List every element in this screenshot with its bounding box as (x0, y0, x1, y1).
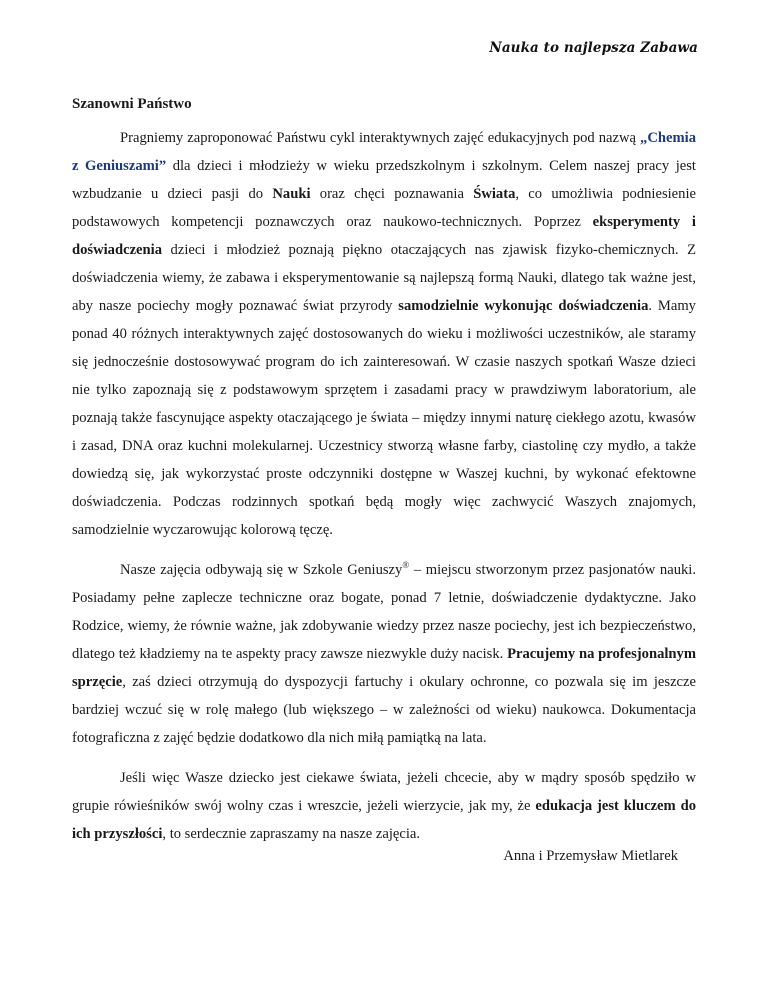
paragraph-1 (72, 124, 696, 544)
p1-bold-eksperymenty: eksperymenty i doświadczenia (72, 214, 696, 258)
paragraph-3 (72, 764, 696, 848)
p1-bold-samodzielnie: samodzielnie wykonując doświadczenia (398, 298, 649, 314)
p1-text-1: Pragniemy zaproponować Państwu cykl interaktywnych zajęć edukacyjnych pod nazwą (120, 130, 641, 146)
p1-text-3: oraz chęci poznawania (310, 186, 474, 202)
letter-body (72, 124, 696, 860)
p1-text-5: dzieci i młodzież poznają piękno otaczających nas zjawisk fizyko-chemicznych. Z doświadczenia wiemy, że zabawa i eksperymentowanie są najlepszą formą Nauki, dlatego tak ważne jest, aby nasze pociechy mogły poznawać świat przyrody (72, 242, 696, 314)
p1-bold-nauki: Nauki (272, 186, 311, 202)
p3-bold-edukacja: edukacja jest kluczem do ich przyszłości (72, 798, 696, 842)
paragraph-2 (72, 556, 696, 752)
p2-text-1: Nasze zajęcia odbywają się w Szkole Geniuszy (120, 562, 403, 578)
p1-bold-swiata: Świata (473, 186, 516, 202)
p3-text-1: Jeśli więc Wasze dziecko jest ciekawe świata, jeżeli chcecie, aby w mądry sposób spędziło w grupie rówieśników swój wolny czas i wreszcie, jeżeli wierzycie, jak my, że (72, 770, 696, 814)
signature: Anna i Przemysław Mietlarek (503, 848, 678, 864)
p1-text-2: dla dzieci i młodzieży w wieku przedszkolnym i szkolnym. Celem naszej pracy jest wzbudzanie u dzieci pasji do (72, 158, 696, 202)
p2-bold-sprzet: Pracujemy na profesjonalnym sprzęcie (72, 646, 696, 690)
salutation: Szanowni Państwo (72, 96, 192, 112)
p2-text-3: , zaś dzieci otrzymują do dyspozycji fartuchy i okulary ochronne, co pozwala się im jeszcze bardziej wczuć się w rolę małego (lub większego – w zależności od wieku) naukowca. Dokumentacja fotograficzna z zajęć będzie dodatkowo dla nich miłą pamiątką na lata. (72, 674, 696, 746)
registered-mark: ® (402, 560, 410, 571)
page-header-title: Nauka to najlepsza Zabawa (489, 40, 698, 56)
p3-text-2: , to serdecznie zapraszamy na nasze zajęcia. (162, 826, 421, 842)
program-name: „Chemia z Geniuszami” (72, 130, 696, 174)
p1-text-6: . Mamy ponad 40 różnych interaktywnych zajęć dostosowanych do wieku i możliwości uczestników, ale staramy się jednocześnie dostosowywać program do ich zainteresowań. W czasie naszych spotkań Wasze dzieci nie tylko zapoznają się z podstawowym sprzętem i zasadami pracy w prawdziwym laboratorium, ale poznają także fascynujące aspekty otaczającego je świata – między innymi naturę ciekłego azotu, kwasów i zasad, DNA oraz kuchni molekularnej. Uczestnicy stworzą własne farby, ciastolinę czy mydło, a także dowiedzą się, jak wykorzystać proste odczynniki dostępne w Waszej kuchni, by wykonać efektowne doświadczenia. Podczas rodzinnych spotkań będą mogły więc zachwycić Waszych znajomych, samodzielnie wyczarowując kolorową tęczę. (72, 298, 696, 538)
p2-text-2: – miejscu stworzonym przez pasjonatów nauki. Posiadamy pełne zaplecze techniczne oraz bogate, ponad 7 letnie, doświadczenie dydaktyczne. Jako Rodzice, wiemy, że równie ważne, jak zdobywanie wiedzy przez nasze pociechy, jest ich bezpieczeństwo, dlatego też kładziemy na te aspekty pracy zawsze niezwykle duży nacisk. (72, 562, 696, 662)
p1-text-4: , co umożliwia podniesienie podstawowych kompetencji poznawczych oraz naukowo-technicznych. Poprzez (72, 186, 696, 230)
